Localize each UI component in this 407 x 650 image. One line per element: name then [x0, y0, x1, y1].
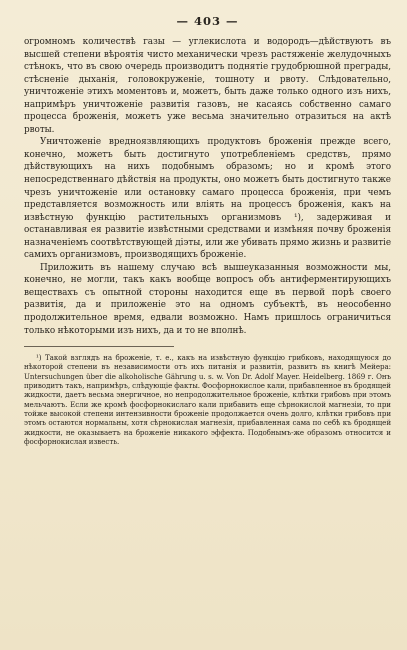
footnote-divider: [24, 346, 174, 347]
main-text: [24, 36, 391, 337]
paragraph-1: огромномъ количествѣ газы — углекислота и водородъ—дѣйствуютъ въ высшей степени вѣроятія чисто механически чрезъ растяженіе желудочныхъ стѣнокъ, что въ свою очередь производитъ поднятіе грудобрюшной преграды, стѣсненіе дыханія, головокруженіе, тошноту и рвоту. Слѣдовательно, уничтоженіе этихъ моментовъ и, можетъ, быть даже только одного изъ нихъ, напримѣръ уничтоженіе развитія газовъ, не касаясь собственно самаго процесса броженія, можетъ уже весьма значительно отразиться на актѣ рвоты.: [24, 37, 391, 135]
page-number: — 403 —: [176, 14, 239, 28]
footnote: [24, 353, 391, 446]
paragraph-3: Приложить въ нашему случаю всѣ вышеуказанныя возможности мы, конечно, не могли, такъ какъ вообще вопросъ объ антиферментирующихъ веществахъ съ опытной стороны находится еще въ первой порѣ своего развитія, да и приложеніе это на одномъ субъектѣ, въ неособенно продолжительное время, едвали возможно. Намъ пришлось ограничиться только нѣкоторыми изъ нихъ, да и то не вполнѣ.: [24, 262, 391, 336]
paragraph-2: Уничтоженіе вредноязвляющихъ продуктовъ броженія прежде всего, конечно, можетъ быть достигнуто употребленіемъ средствъ, прямо дѣйствующихъ на нихъ подобнымъ образомъ; но и кромѣ этого непосредственнаго дѣйствія на продукты, оно можетъ быть достигнуто также чрезъ уничтоженіе или остановку самаго процесса броженія, при чемъ представляется возможность или вліять на процессъ броженія, какъ на извѣстную функцію растительныхъ организмовъ ¹), задерживая и останавливая ея развитіе извѣстными средствами и измѣняя почву броженія назначеніемъ соотвѣтствующей діэты, или же убивать прямо жизнь и развитіе самихъ организмовъ, производящихъ броженіе.: [24, 137, 391, 261]
footnote-text: ¹) Такой взглядъ на броженіе, т. е., какъ на извѣстную функцію грибковъ, находящуюся до нѣкоторой степени въ независимости отъ ихъ питанія и развитія, развитъ въ книгѣ Мейера: Untersuchungen über die alkoholische Gährung u. s. w. Von Dr. Adolf Mayer. Heidelberg. 1869 г. Онъ приводитъ такъ, напримѣръ, слѣдующіе факты. Фосфорнокислое кали, прибавленное въ бродящей жидкости, даетъ весьма энергичное, но непродолжительное броженіе, клѣтки грибовъ при этомъ мельчаютъ. Если же кромѣ фосфорнокислаго кали прибавить еще сѣрнокислой магнезіи, то при тойже высокой степени интензивности броженіе продолжается очень долго, клѣтки грибовъ при этомъ остаются нормальны, хотя сѣрнокислая магнезія, прибавленная сама по себѣ къ бродящей жидкости, не оказываетъ на броженіе никакого эффекта. Подобнымъ-же образомъ относится и фосфорнокислая известь.: [24, 353, 391, 446]
